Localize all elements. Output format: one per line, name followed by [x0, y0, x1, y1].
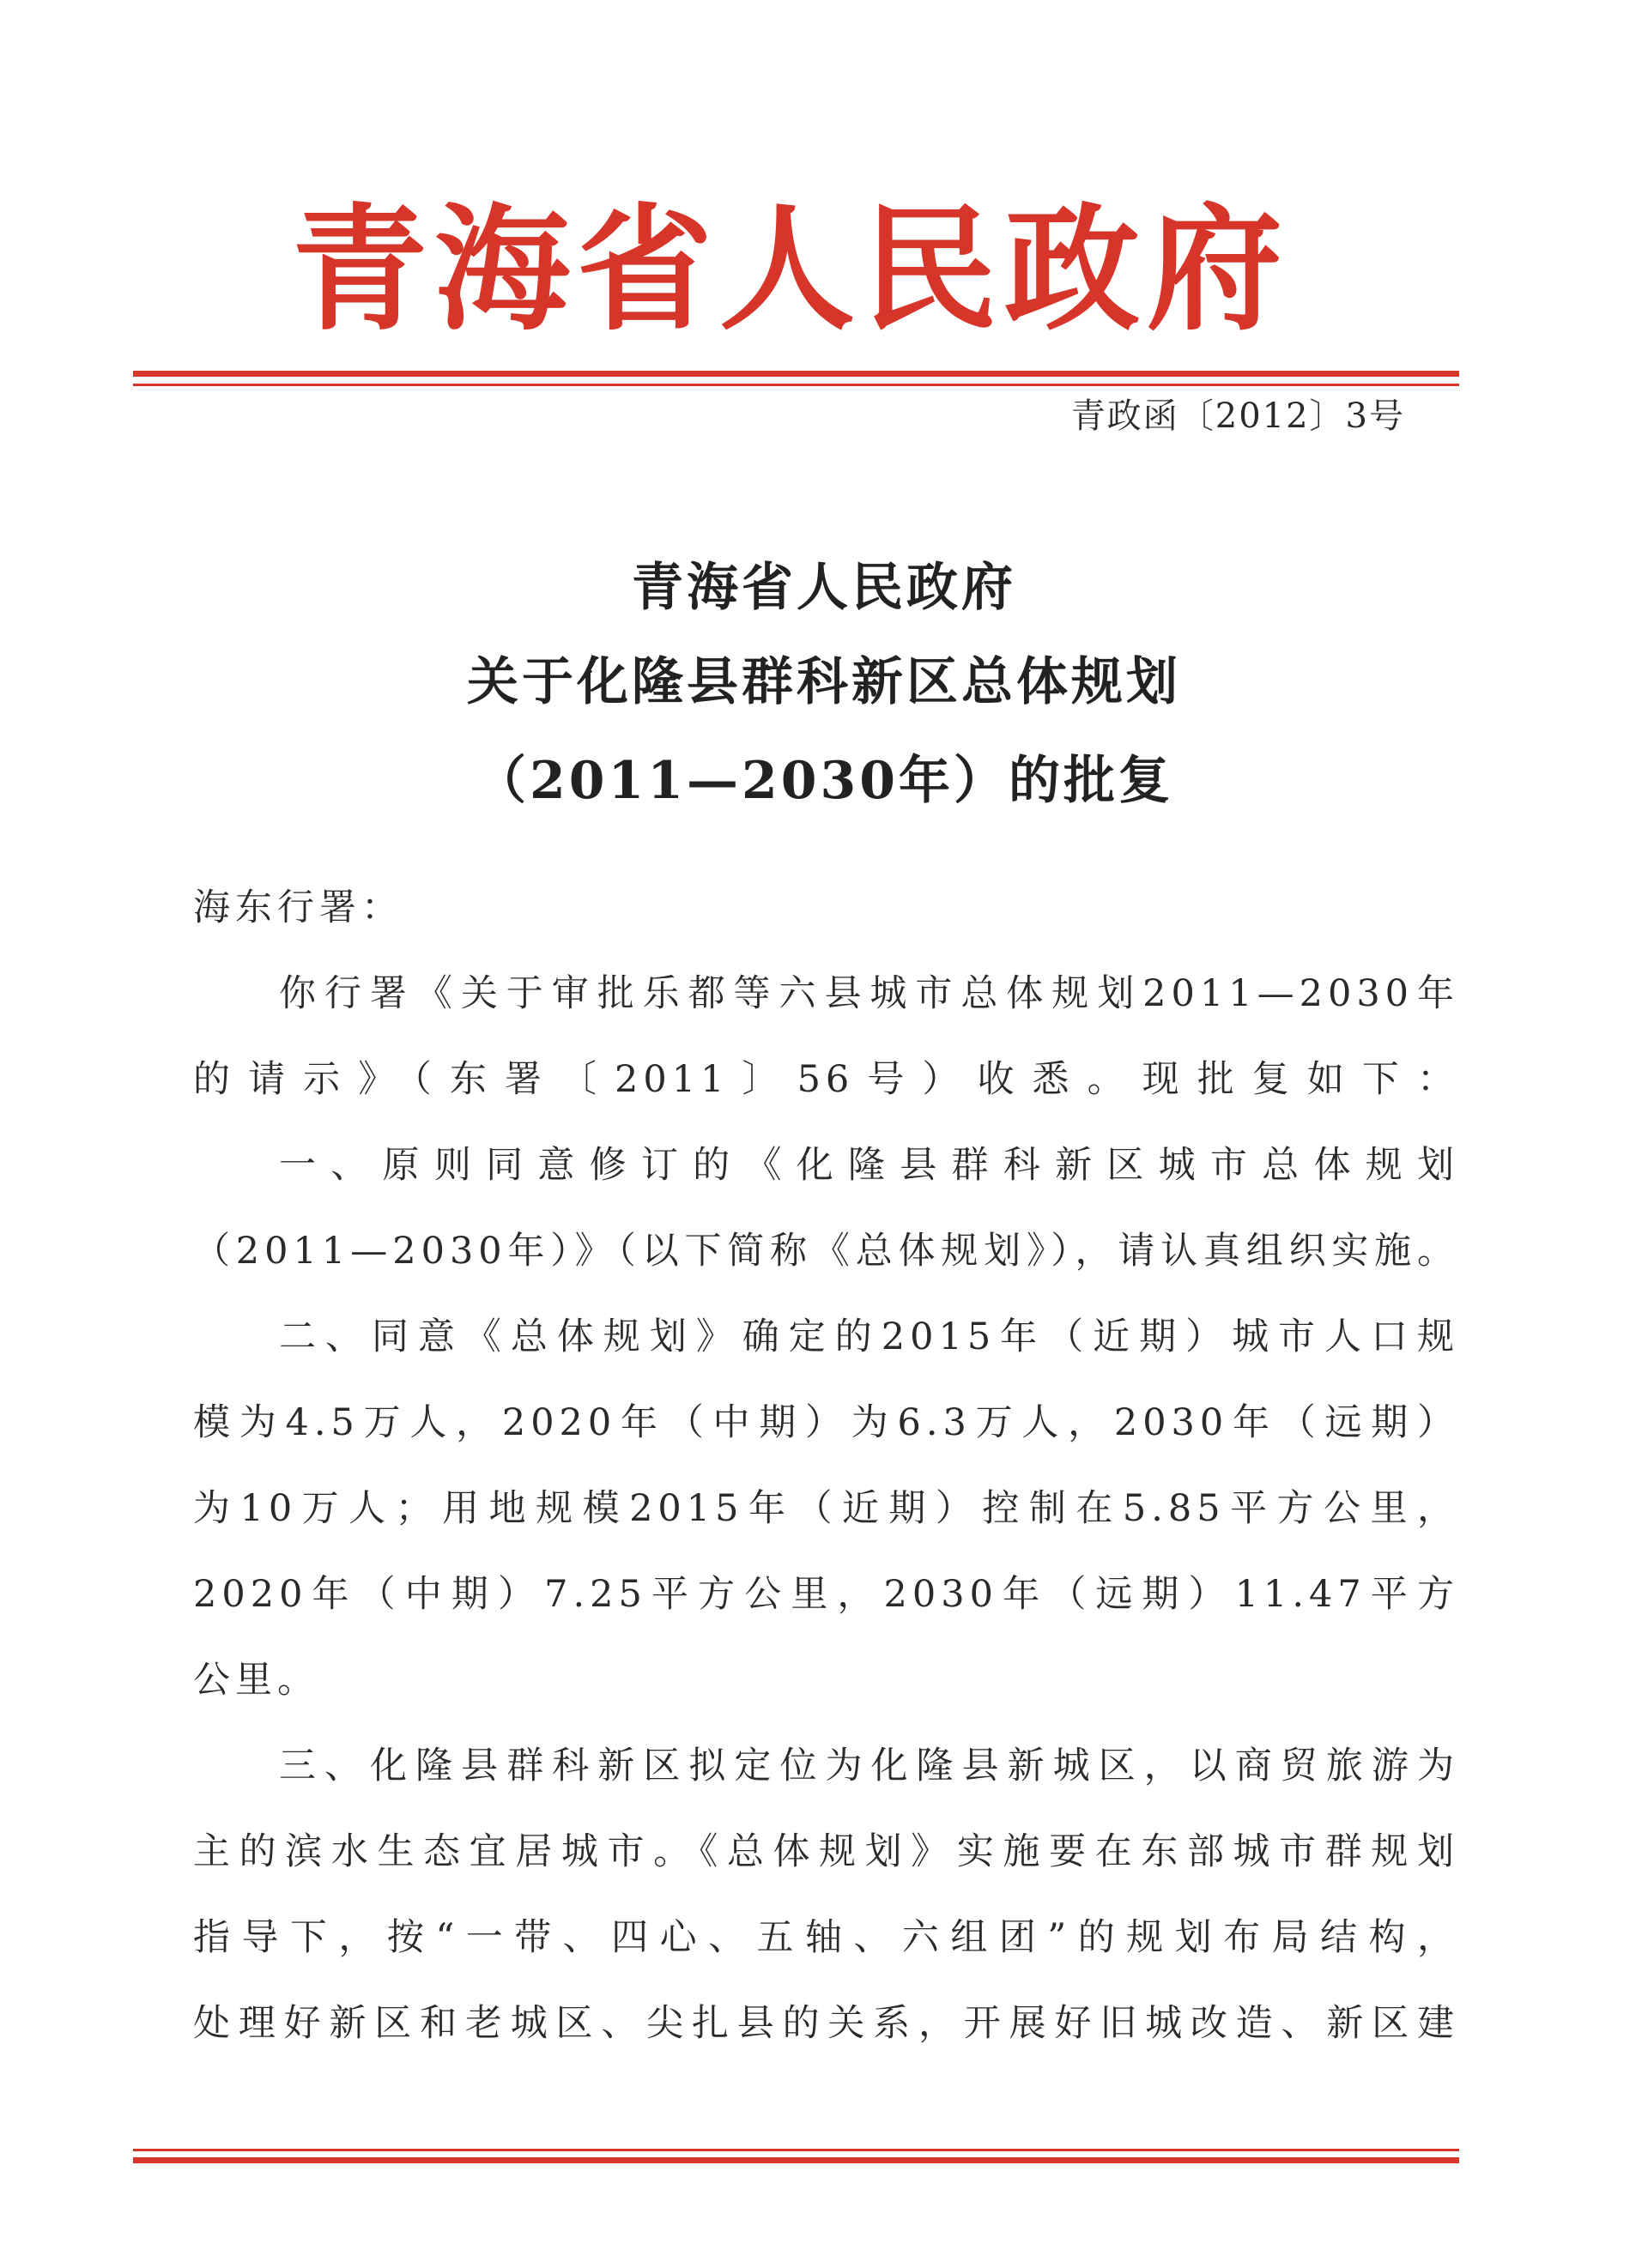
- addressee: 海东行署：: [193, 886, 403, 929]
- body-line: 主的滨水生态宜居城市。《总体规划》实施要在东部城市群规划: [193, 1830, 1459, 1873]
- title-line-1: 青海省人民政府: [632, 558, 1016, 618]
- top-red-rule-thick: [133, 371, 1459, 377]
- body-line: 你行署《关于审批乐都等六县城市总体规划2011—2030年: [279, 972, 1459, 1015]
- body-line: 为10万人；用地规模2015年（近期）控制在5.85平方公里，: [193, 1487, 1459, 1530]
- body-line: 模为4.5万人，2020年（中期）为6.3万人，2030年（远期）: [193, 1401, 1459, 1444]
- bottom-red-rule-thick: [133, 2157, 1459, 2163]
- bottom-red-rule-thin: [133, 2149, 1459, 2151]
- body-line: （2011—2030年）》（以下简称《总体规划》），请认真组织实施。: [193, 1230, 1459, 1273]
- body-line: 2020年（中期）7.25平方公里，2030年（远期）11.47平方: [193, 1573, 1459, 1616]
- masthead-issuer: 青海省人民政府: [292, 191, 1289, 349]
- title-line-3: （2011—2030年）的批复: [475, 751, 1173, 811]
- body-line: 指导下，按“一带、四心、五轴、六组团”的规划布局结构，: [193, 1916, 1459, 1959]
- top-red-rule-thin: [133, 384, 1459, 386]
- body-line: 的请示》（东署〔2011〕56号）收悉。现批复如下：: [193, 1058, 1459, 1101]
- body-line: 三、化隆县群科新区拟定位为化隆县新城区，以商贸旅游为: [279, 1745, 1459, 1787]
- body-line: 二、同意《总体规划》确定的2015年（近期）城市人口规: [279, 1315, 1459, 1358]
- body-line: 公里。: [193, 1659, 319, 1702]
- title-line-2: 关于化隆县群科新区总体规划: [467, 652, 1181, 712]
- document-number: 青政函〔2012〕3号: [1070, 396, 1405, 436]
- body-line: 一、原则同意修订的《化隆县群科新区城市总体规划: [279, 1144, 1459, 1187]
- body-line: 处理好新区和老城区、尖扎县的关系，开展好旧城改造、新区建: [193, 2002, 1459, 2045]
